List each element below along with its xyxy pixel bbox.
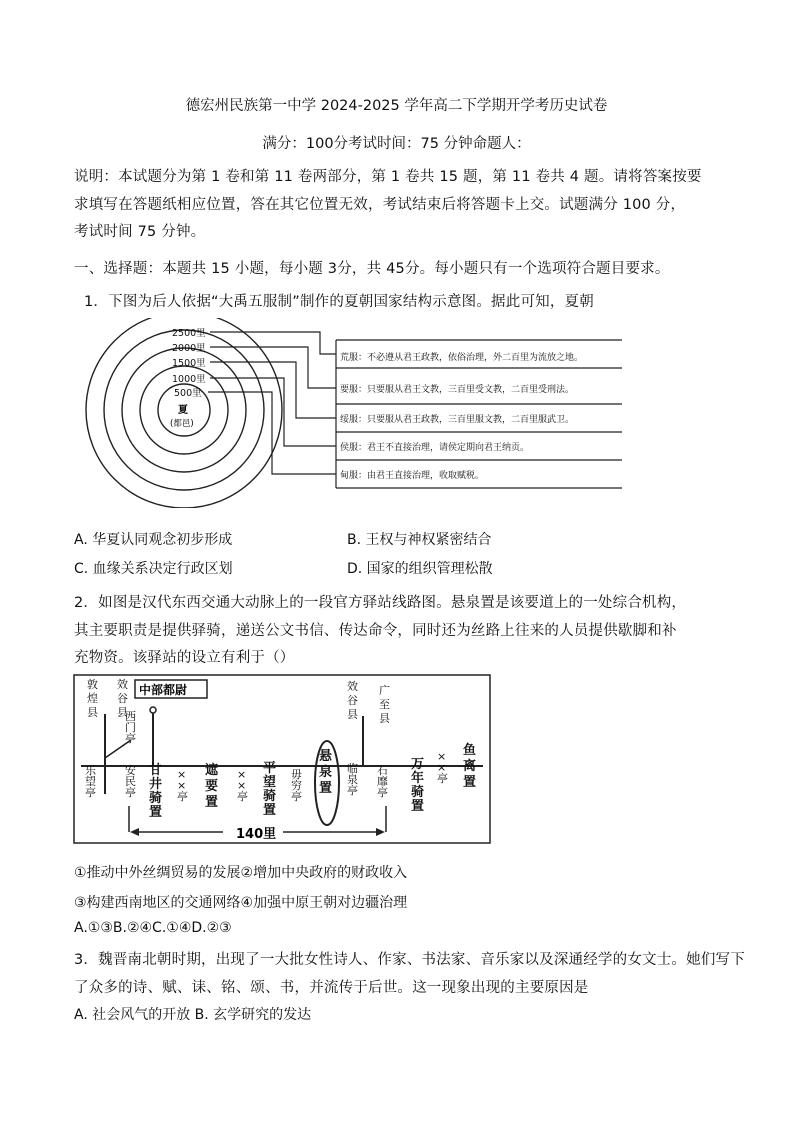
svg-text:民: 民 bbox=[125, 775, 136, 788]
svg-text:县: 县 bbox=[117, 706, 128, 719]
svg-text:骑: 骑 bbox=[149, 791, 163, 806]
svg-text:敦: 敦 bbox=[87, 678, 98, 691]
zone-huangfu: 荒服：不必遵从君王政教，依俗治理，外二百里为流放之地。 bbox=[340, 353, 584, 363]
svg-text:效: 效 bbox=[117, 678, 128, 691]
q3-options[interactable]: A. 社会风气的开放 B. 玄学研究的发达 bbox=[74, 1007, 312, 1023]
center-xia: 夏 bbox=[178, 405, 188, 416]
svg-text:毋: 毋 bbox=[291, 768, 302, 781]
svg-text:安: 安 bbox=[125, 764, 136, 777]
score-line: 满分：100分考试时间：75 分钟命题人： bbox=[262, 136, 531, 152]
svg-text:平: 平 bbox=[263, 761, 277, 776]
station-yuli bbox=[463, 742, 476, 790]
svg-text:谷: 谷 bbox=[117, 692, 128, 705]
ring-label-2500: 2500里 bbox=[172, 328, 206, 339]
q1-option-d[interactable]: D. 国家的组织管理松散 bbox=[347, 561, 493, 577]
svg-text:穷: 穷 bbox=[291, 779, 302, 792]
svg-text:亭: 亭 bbox=[237, 790, 248, 803]
svg-text:×: × bbox=[237, 768, 247, 781]
svg-text:鱼: 鱼 bbox=[463, 743, 477, 758]
svg-text:广: 广 bbox=[379, 684, 390, 697]
svg-text:井: 井 bbox=[149, 777, 163, 792]
svg-text:至: 至 bbox=[379, 698, 390, 711]
q2-options[interactable]: A.①③B.②④C.①④D.②③ bbox=[74, 920, 232, 936]
q3-stem-line-1: 3．魏晋南北朝时期，出现了一大批女性诗人、作家、书法家、音乐家以及深通经学的女文士。她们写下 bbox=[74, 952, 745, 968]
svg-text:效: 效 bbox=[347, 680, 358, 693]
svg-text:西: 西 bbox=[125, 710, 136, 723]
svg-text:亭: 亭 bbox=[437, 772, 448, 785]
svg-text:×: × bbox=[237, 779, 247, 792]
distance-label: 140里 bbox=[236, 827, 277, 842]
svg-text:要: 要 bbox=[205, 779, 219, 794]
svg-text:离: 离 bbox=[463, 759, 477, 774]
svg-text:×: × bbox=[177, 768, 187, 781]
q1-stem: 1．下图为后人依据“大禹五服制”制作的夏朝国家结构示意图。据此可知，夏朝 bbox=[84, 294, 594, 310]
svg-text:骑: 骑 bbox=[263, 789, 277, 804]
svg-text:置: 置 bbox=[263, 803, 277, 818]
station-wannian bbox=[411, 757, 424, 814]
svg-text:望: 望 bbox=[263, 775, 277, 790]
svg-text:×: × bbox=[437, 750, 447, 763]
q2-stem-line-1: 2．如图是汉代东西交通大动脉上的一段官方驿站线路图。悬泉置是该要道上的一处综合机构， bbox=[74, 595, 687, 611]
svg-text:年: 年 bbox=[411, 771, 425, 786]
svg-text:泉: 泉 bbox=[347, 773, 358, 786]
q2-items-line-2: ③构建西南地区的交通网络④加强中原王朝对边疆治理 bbox=[74, 895, 408, 911]
svg-text:置: 置 bbox=[149, 805, 163, 820]
instruction-line-2: 求填写在答题纸相应位置，答在其它位置无效，考试结束后将答题卡上交。试题满分 100 分， bbox=[74, 197, 686, 213]
section-heading: 一、选择题：本题共 15 小题，每小题 3分，共 45分。每小题只有一个选项符合题目要求。 bbox=[74, 261, 670, 277]
station-ganjing bbox=[149, 762, 162, 820]
station-shiliu bbox=[377, 764, 388, 799]
station-guangzhi bbox=[379, 683, 390, 725]
svg-text:骑: 骑 bbox=[411, 785, 425, 800]
svg-text:×: × bbox=[177, 779, 187, 792]
svg-text:乐: 乐 bbox=[85, 764, 96, 777]
q2-stem-line-3: 充物资。该驿站的设立有利于（） bbox=[74, 650, 295, 666]
station-zheyao bbox=[205, 762, 219, 810]
svg-text:遮: 遮 bbox=[205, 763, 219, 778]
svg-text:甘: 甘 bbox=[149, 763, 163, 778]
ring-label-1500: 1500里 bbox=[172, 358, 206, 369]
svg-text:煌: 煌 bbox=[87, 692, 98, 705]
ring-label-1000: 1000里 bbox=[172, 374, 206, 385]
station-pingwang bbox=[263, 760, 276, 818]
svg-text:门: 门 bbox=[125, 721, 136, 734]
label-zhongbu: 中部都尉 bbox=[139, 683, 188, 697]
svg-text:亭: 亭 bbox=[85, 786, 96, 799]
svg-text:县: 县 bbox=[347, 708, 358, 721]
ring-label-2000: 2000里 bbox=[172, 343, 206, 354]
svg-text:置: 置 bbox=[411, 799, 425, 814]
svg-text:谷: 谷 bbox=[347, 694, 358, 707]
q1-figure-five-fu bbox=[82, 318, 622, 508]
svg-text:万: 万 bbox=[411, 757, 425, 772]
q1-option-a[interactable]: A. 华夏认同观念初步形成 bbox=[74, 532, 233, 548]
station-linquan bbox=[347, 761, 358, 797]
q1-option-b[interactable]: B. 王权与神权紧密结合 bbox=[347, 532, 492, 548]
center-capital: (都邑) bbox=[170, 419, 194, 429]
svg-text:亭: 亭 bbox=[377, 786, 388, 799]
svg-text:亭: 亭 bbox=[291, 790, 302, 803]
svg-text:悬: 悬 bbox=[319, 749, 333, 764]
svg-text:亭: 亭 bbox=[347, 784, 358, 797]
station-ximen bbox=[125, 710, 136, 745]
station-xuanquan bbox=[319, 748, 333, 796]
svg-text:泉: 泉 bbox=[319, 765, 333, 780]
station-anmin bbox=[125, 763, 136, 799]
station-dunhuang bbox=[87, 677, 98, 719]
q2-stem-line-2: 其主要职责是提供驿骑，递送公文书信、传达命令，同时还为丝路上往来的人员提供歇脚和补 bbox=[74, 623, 677, 639]
svg-text:靡: 靡 bbox=[377, 775, 388, 788]
svg-text:县: 县 bbox=[379, 712, 390, 725]
q2-items-line-1: ①推动中外丝绸贸易的发展②增加中央政府的财政收入 bbox=[74, 865, 408, 881]
zone-yaofu: 要服：只要服从君王文教，三百里受文教，二百里受刑法。 bbox=[340, 385, 575, 395]
station-wuqiong bbox=[291, 768, 302, 803]
svg-text:石: 石 bbox=[377, 764, 388, 777]
svg-text:置: 置 bbox=[463, 775, 477, 790]
instruction-line-1: 说明：本试题分为第 1 卷和第 11 卷两部分，第 1 卷共 15 题，第 11 卷共 4 题。请将答案按要 bbox=[74, 169, 702, 185]
q3-stem-line-2: 了众多的诗、赋、诔、铭、颂、书，并流传于后世。这一现象出现的主要原因是 bbox=[74, 980, 589, 996]
svg-text:亭: 亭 bbox=[125, 786, 136, 799]
zone-suifu: 绥服：只要服从君王政教，三百里服文教，二百里服武卫。 bbox=[340, 415, 575, 425]
svg-text:亭: 亭 bbox=[177, 790, 188, 803]
station-lewang bbox=[85, 764, 97, 799]
zone-houfu: 侯服：君王不直接治理，请侯定期向君王纳贡。 bbox=[340, 443, 530, 453]
exam-title: 德宏州民族第一中学 2024-2025 学年高二下学期开学考历史试卷 bbox=[185, 98, 608, 114]
q2-figure-relay-route bbox=[73, 674, 491, 844]
svg-text:置: 置 bbox=[319, 781, 333, 796]
svg-text:临: 临 bbox=[347, 762, 358, 775]
svg-text:×: × bbox=[437, 761, 447, 774]
svg-text:县: 县 bbox=[87, 706, 98, 719]
instruction-line-3: 考试时间 75 分钟。 bbox=[74, 224, 206, 240]
station-xiaogu2 bbox=[347, 679, 358, 721]
zone-dianfu: 甸服：由君王直接治理，收取赋税。 bbox=[340, 471, 485, 481]
svg-text:置: 置 bbox=[205, 795, 219, 810]
svg-text:亭: 亭 bbox=[125, 732, 136, 745]
svg-text:望: 望 bbox=[85, 775, 96, 788]
ring-label-500: 500里 bbox=[174, 388, 202, 399]
q1-option-c[interactable]: C. 血缘关系决定行政区划 bbox=[74, 561, 233, 577]
